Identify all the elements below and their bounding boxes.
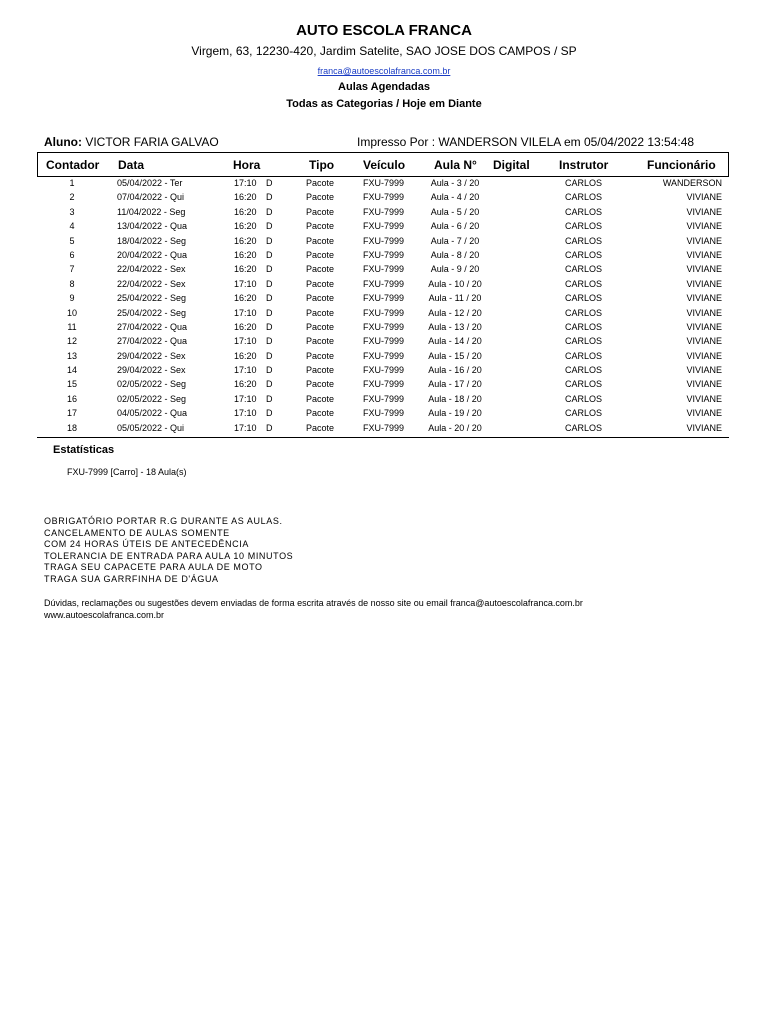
- cell-funcionario: VIVIANE: [686, 206, 722, 217]
- cell-categoria: D: [266, 206, 273, 217]
- cell-categoria: D: [266, 264, 273, 275]
- cell-contador: 6: [69, 249, 75, 260]
- cell-data: 05/05/2022 - Qui: [117, 422, 185, 433]
- cell-funcionario: VIVIANE: [686, 249, 722, 260]
- cell-categoria: D: [266, 321, 273, 332]
- contact-block: [44, 598, 583, 621]
- cell-tipo: Pacote: [306, 393, 335, 404]
- cell-hora: 17:10: [234, 278, 257, 289]
- cell-instrutor: CARLOS: [565, 321, 603, 332]
- cell-veiculo: FXU-7999: [363, 235, 405, 246]
- cell-funcionario: VIVIANE: [686, 264, 722, 275]
- cell-aula: Aula - 10 / 20: [428, 278, 482, 289]
- table-row: [0, 407, 768, 421]
- notes-block: [44, 516, 293, 586]
- col-contador: Contador: [46, 158, 100, 172]
- note-line: COM 24 HORAS ÚTEIS DE ANTECEDÊNCIA: [44, 539, 249, 550]
- cell-aula: Aula - 19 / 20: [428, 408, 482, 419]
- cell-aula: Aula - 9 / 20: [430, 264, 480, 275]
- cell-tipo: Pacote: [306, 307, 335, 318]
- cell-data: 11/04/2022 - Seg: [117, 206, 186, 217]
- cell-aula: Aula - 18 / 20: [428, 393, 482, 404]
- table-body: [0, 177, 768, 436]
- cell-instrutor: CARLOS: [565, 307, 603, 318]
- table-row: [0, 278, 768, 292]
- cell-instrutor: CARLOS: [565, 264, 603, 275]
- cell-tipo: Pacote: [306, 293, 335, 304]
- cell-data: 18/04/2022 - Seg: [117, 235, 187, 246]
- cell-data: 20/04/2022 - Qua: [117, 249, 188, 260]
- cell-instrutor: CARLOS: [565, 365, 603, 376]
- cell-tipo: Pacote: [306, 336, 335, 347]
- note-line: OBRIGATÓRIO PORTAR R.G DURANTE AS AULAS.: [44, 516, 283, 526]
- cell-data: 22/04/2022 - Sex: [117, 278, 186, 289]
- cell-hora: 16:20: [234, 350, 257, 361]
- cell-veiculo: FXU-7999: [363, 321, 405, 332]
- contact-text: Dúvidas, reclamações ou sugestões devem enviadas de forma escrita através de nosso site ou email franca@autoescolafranca.com.br: [44, 598, 583, 608]
- cell-tipo: Pacote: [306, 278, 335, 289]
- cell-instrutor: CARLOS: [565, 221, 603, 232]
- cell-categoria: D: [266, 336, 273, 347]
- cell-contador: 5: [69, 235, 75, 246]
- cell-funcionario: VIVIANE: [686, 235, 722, 246]
- cell-instrutor: CARLOS: [565, 393, 603, 404]
- cell-tipo: Pacote: [306, 321, 335, 332]
- cell-veiculo: FXU-7999: [363, 249, 405, 260]
- cell-hora: 16:20: [234, 293, 257, 304]
- cell-instrutor: CARLOS: [565, 408, 603, 419]
- cell-tipo: Pacote: [306, 235, 335, 246]
- cell-tipo: Pacote: [306, 221, 335, 232]
- cell-veiculo: FXU-7999: [363, 422, 405, 433]
- cell-hora: 16:20: [234, 221, 257, 232]
- cell-data: 04/05/2022 - Qua: [117, 408, 188, 419]
- cell-funcionario: VIVIANE: [686, 393, 722, 404]
- cell-tipo: Pacote: [306, 350, 335, 361]
- cell-funcionario: VIVIANE: [686, 408, 722, 419]
- cell-instrutor: CARLOS: [565, 422, 603, 433]
- cell-contador: 3: [69, 206, 75, 217]
- cell-aula: Aula - 5 / 20: [430, 206, 480, 217]
- cell-funcionario: VIVIANE: [686, 365, 722, 376]
- cell-data: 05/04/2022 - Ter: [117, 178, 183, 188]
- cell-contador: 12: [66, 336, 77, 347]
- cell-contador: 15: [66, 379, 77, 390]
- table-row: [0, 206, 768, 220]
- cell-tipo: Pacote: [306, 249, 335, 260]
- cell-contador: 18: [66, 422, 77, 433]
- note-line: TRAGA SUA GARRFINHA DE D'ÁGUA: [44, 573, 219, 584]
- col-digital: Digital: [493, 158, 530, 172]
- cell-instrutor: CARLOS: [565, 192, 603, 203]
- col-aula: Aula N°: [434, 158, 477, 172]
- table-row: [0, 292, 768, 306]
- cell-veiculo: FXU-7999: [363, 192, 405, 203]
- cell-hora: 16:20: [234, 379, 257, 390]
- cell-contador: 10: [66, 307, 77, 318]
- cell-contador: 16: [66, 393, 77, 404]
- cell-funcionario: VIVIANE: [686, 321, 722, 332]
- cell-instrutor: CARLOS: [565, 249, 603, 260]
- cell-aula: Aula - 8 / 20: [430, 249, 480, 260]
- cell-hora: 16:20: [234, 192, 257, 203]
- cell-contador: 14: [66, 365, 77, 376]
- cell-categoria: D: [266, 221, 273, 232]
- cell-instrutor: CARLOS: [565, 278, 603, 289]
- cell-hora: 16:20: [234, 264, 257, 275]
- table-bottom-rule: [37, 437, 729, 438]
- cell-contador: 8: [69, 278, 75, 289]
- cell-hora: 17:10: [234, 422, 257, 433]
- cell-aula: Aula - 13 / 20: [428, 321, 482, 332]
- cell-funcionario: VIVIANE: [686, 278, 722, 289]
- cell-tipo: Pacote: [306, 408, 335, 419]
- col-data: Data: [118, 158, 145, 172]
- cell-instrutor: CARLOS: [565, 336, 603, 347]
- col-veiculo: Veículo: [363, 158, 406, 172]
- note-line: TOLERANCIA DE ENTRADA PARA AULA 10 MINUTOS: [44, 550, 294, 561]
- cell-contador: 11: [67, 321, 77, 332]
- cell-categoria: D: [266, 278, 273, 289]
- col-hora: Hora: [233, 158, 261, 172]
- cell-tipo: Pacote: [306, 264, 335, 275]
- cell-contador: 17: [66, 408, 77, 419]
- cell-instrutor: CARLOS: [565, 178, 603, 188]
- printed-by: Impresso Por : WANDERSON VILELA em 05/04/2022 13:54:48: [357, 135, 695, 149]
- table-header: [37, 152, 729, 177]
- col-tipo: Tipo: [309, 158, 335, 172]
- cell-tipo: Pacote: [306, 206, 335, 217]
- cell-data: 27/04/2022 - Qua: [117, 336, 188, 347]
- cell-categoria: D: [266, 365, 273, 376]
- cell-funcionario: VIVIANE: [686, 336, 722, 347]
- cell-aula: Aula - 11 / 20: [428, 293, 482, 304]
- report-title: Aulas Agendadas: [338, 81, 430, 93]
- cell-categoria: D: [266, 307, 273, 318]
- student-name: VICTOR FARIA GALVAO: [85, 135, 219, 149]
- table-row: [0, 220, 768, 234]
- cell-aula: Aula - 4 / 20: [430, 192, 480, 203]
- cell-hora: 17:10: [234, 408, 257, 419]
- cell-veiculo: FXU-7999: [363, 365, 405, 376]
- cell-contador: 7: [69, 264, 75, 275]
- cell-aula: Aula - 20 / 20: [428, 422, 482, 433]
- cell-instrutor: CARLOS: [565, 293, 603, 304]
- cell-data: 02/05/2022 - Seg: [117, 393, 187, 404]
- table-row: [0, 321, 768, 335]
- report-filter: Todas as Categorias / Hoje em Diante: [286, 98, 482, 110]
- table-row: [0, 263, 768, 277]
- cell-aula: Aula - 14 / 20: [428, 336, 482, 347]
- cell-veiculo: FXU-7999: [363, 408, 405, 419]
- table-row: [0, 335, 768, 349]
- cell-funcionario: VIVIANE: [686, 192, 722, 203]
- cell-hora: 17:10: [234, 393, 257, 404]
- cell-funcionario: VIVIANE: [686, 307, 722, 318]
- cell-tipo: Pacote: [306, 365, 335, 376]
- school-address: Virgem, 63, 12230-420, Jardim Satelite, SAO JOSE DOS CAMPOS / SP: [191, 44, 577, 58]
- cell-aula: Aula - 15 / 20: [428, 350, 482, 361]
- cell-categoria: D: [266, 293, 273, 304]
- cell-hora: 17:10: [234, 336, 257, 347]
- cell-categoria: D: [266, 379, 273, 390]
- cell-data: 25/04/2022 - Seg: [117, 293, 187, 304]
- col-instrutor: Instrutor: [559, 158, 609, 172]
- cell-contador: 13: [66, 350, 77, 361]
- cell-hora: 16:20: [234, 249, 257, 260]
- website-link[interactable]: www.autoescolafranca.com.br: [44, 609, 165, 620]
- cell-funcionario: VIVIANE: [686, 422, 722, 433]
- cell-instrutor: CARLOS: [565, 206, 603, 217]
- cell-funcionario: VIVIANE: [686, 221, 722, 232]
- cell-veiculo: FXU-7999: [363, 307, 405, 318]
- cell-instrutor: CARLOS: [565, 379, 603, 390]
- cell-veiculo: FXU-7999: [363, 206, 405, 217]
- cell-categoria: D: [266, 393, 273, 404]
- col-funcionario: Funcionário: [647, 158, 716, 172]
- cell-veiculo: FXU-7999: [363, 178, 405, 188]
- cell-categoria: D: [266, 350, 273, 361]
- cell-contador: 4: [69, 221, 75, 232]
- cell-data: 22/04/2022 - Sex: [117, 264, 186, 275]
- cell-data: 29/04/2022 - Sex: [117, 365, 186, 376]
- cell-veiculo: FXU-7999: [363, 379, 405, 390]
- student-label: Aluno:: [44, 135, 82, 149]
- table-row: [0, 364, 768, 378]
- table-row: [0, 249, 768, 263]
- cell-data: 25/04/2022 - Seg: [117, 307, 187, 318]
- table-row: [0, 177, 768, 191]
- stats-line: FXU-7999 [Carro] - 18 Aula(s): [67, 467, 187, 477]
- school-name: AUTO ESCOLA FRANCA: [296, 22, 472, 39]
- cell-categoria: D: [266, 192, 273, 203]
- cell-veiculo: FXU-7999: [363, 278, 405, 289]
- cell-funcionario: VIVIANE: [686, 379, 722, 390]
- cell-data: 29/04/2022 - Sex: [117, 350, 186, 361]
- student-line: [44, 135, 219, 149]
- note-line: TRAGA SEU CAPACETE PARA AULA DE MOTO: [44, 562, 263, 573]
- cell-tipo: Pacote: [306, 422, 335, 433]
- cell-categoria: D: [266, 235, 273, 246]
- cell-veiculo: FXU-7999: [363, 221, 405, 232]
- cell-hora: 16:20: [234, 235, 257, 246]
- note-line: CANCELAMENTO DE AULAS SOMENTE: [44, 527, 230, 538]
- cell-veiculo: FXU-7999: [363, 336, 405, 347]
- cell-veiculo: FXU-7999: [363, 264, 405, 275]
- cell-veiculo: FXU-7999: [363, 350, 405, 361]
- cell-hora: 16:20: [234, 321, 257, 332]
- cell-hora: 16:20: [234, 206, 257, 217]
- cell-aula: Aula - 17 / 20: [428, 379, 482, 390]
- table-row: [0, 307, 768, 321]
- cell-veiculo: FXU-7999: [363, 293, 405, 304]
- cell-categoria: D: [266, 408, 273, 419]
- cell-hora: 17:10: [234, 307, 257, 318]
- cell-tipo: Pacote: [306, 192, 335, 203]
- table-row: [0, 350, 768, 364]
- cell-data: 07/04/2022 - Qui: [117, 192, 185, 203]
- cell-data: 02/05/2022 - Seg: [117, 379, 187, 390]
- cell-instrutor: CARLOS: [565, 350, 603, 361]
- cell-contador: 1: [69, 178, 75, 188]
- cell-tipo: Pacote: [306, 379, 335, 390]
- cell-aula: Aula - 16 / 20: [428, 365, 482, 376]
- cell-data: 27/04/2022 - Qua: [117, 321, 188, 332]
- cell-aula: Aula - 6 / 20: [430, 221, 480, 232]
- cell-data: 13/04/2022 - Qua: [117, 221, 188, 232]
- cell-categoria: D: [266, 422, 273, 433]
- cell-contador: 2: [69, 192, 75, 203]
- table-row: [0, 422, 768, 436]
- cell-aula: Aula - 12 / 20: [428, 307, 482, 318]
- cell-aula: Aula - 3 / 20: [430, 178, 480, 188]
- cell-aula: Aula - 7 / 20: [430, 235, 480, 246]
- cell-veiculo: FXU-7999: [363, 393, 405, 404]
- cell-funcionario: WANDERSON: [662, 178, 722, 188]
- cell-tipo: Pacote: [306, 178, 335, 188]
- cell-contador: 9: [69, 293, 75, 304]
- table-row: [0, 191, 768, 205]
- cell-hora: 17:10: [234, 365, 257, 376]
- cell-categoria: D: [266, 178, 273, 188]
- cell-hora: 17:10: [234, 178, 257, 188]
- cell-instrutor: CARLOS: [565, 235, 603, 246]
- school-email-link[interactable]: franca@autoescolafranca.com.br: [317, 66, 451, 76]
- table-row: [0, 393, 768, 407]
- cell-funcionario: VIVIANE: [686, 293, 722, 304]
- stats-title: Estatísticas: [53, 444, 115, 456]
- table-row: [0, 235, 768, 249]
- cell-funcionario: VIVIANE: [686, 350, 722, 361]
- table-row: [0, 378, 768, 392]
- cell-categoria: D: [266, 249, 273, 260]
